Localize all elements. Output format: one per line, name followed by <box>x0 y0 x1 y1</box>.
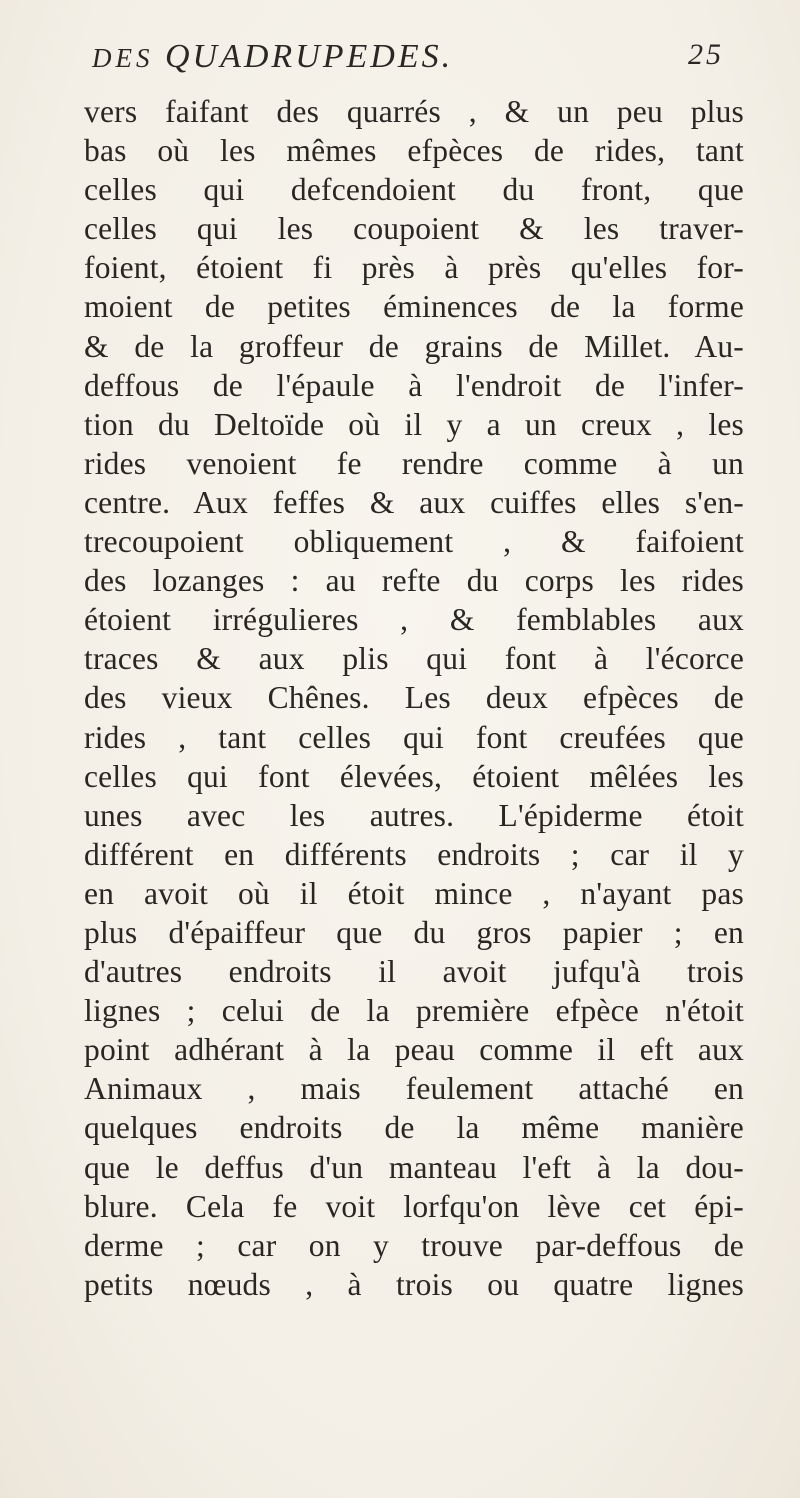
text-line: vers faifant des quarrés , & un peu plus <box>84 94 744 129</box>
text-line: unes avec les autres. L'épiderme étoit <box>84 797 744 833</box>
text-line: derme ; car on y trouve par-deffous de <box>84 1227 744 1263</box>
text-line: quelques endroits de la même manière <box>84 1110 744 1146</box>
running-head-title <box>92 38 453 76</box>
text-line: rides , tant celles qui font creufées que <box>84 719 744 755</box>
text-line: des vieux Chênes. Les deux efpèces de <box>84 680 744 716</box>
text-line: point adhérant à la peau comme il eft aux <box>84 1032 744 1068</box>
text-line: celles qui defcendoient du front, que <box>84 172 744 208</box>
page-number: 25 <box>688 38 724 71</box>
text-line: celles qui les coupoient & les traver- <box>84 211 744 247</box>
text-line: bas où les mêmes efpèces de rides, tant <box>84 133 744 169</box>
text-line: en avoit où il étoit mince , n'ayant pas <box>84 875 744 911</box>
text-line: deffous de l'épaule à l'endroit de l'infer- <box>84 367 744 403</box>
running-head-main: QUADRUPEDES. <box>165 38 454 75</box>
text-line: étoient irrégulieres , & femblables aux <box>84 602 744 638</box>
text-line: différent en différents endroits ; car il y <box>84 836 744 872</box>
text-line: tion du Deltoïde où il y a un creux , les <box>84 406 744 442</box>
text-line: centre. Aux feffes & aux cuiffes elles s'en- <box>84 484 744 520</box>
text-line: & de la groffeur de grains de Millet. Au- <box>84 328 744 364</box>
text-line: blure. Cela fe voit lorfqu'on lève cet épi- <box>84 1188 744 1224</box>
text-line: rides venoient fe rendre comme à un <box>84 445 744 481</box>
text-line: plus d'épaiffeur que du gros papier ; en <box>84 914 744 950</box>
text-line: petits nœuds , à trois ou quatre lignes <box>84 1266 744 1302</box>
text-line: traces & aux plis qui font à l'écorce <box>84 641 744 677</box>
body-text <box>84 92 744 1304</box>
text-line: foient, étoient fi près à près qu'elles for- <box>84 250 744 286</box>
text-line: des lozanges : au refte du corps les rides <box>84 563 744 599</box>
text-line: trecoupoient obliquement , & faifoient <box>84 524 744 560</box>
text-line: Animaux , mais feulement attaché en <box>84 1071 744 1107</box>
text-line: celles qui font élevées, étoient mêlées les <box>84 758 744 794</box>
running-head-prefix: DES <box>92 43 154 73</box>
text-line: d'autres endroits il avoit jufqu'à trois <box>84 954 744 990</box>
text-line: que le deffus d'un manteau l'eft à la dou- <box>84 1149 744 1185</box>
text-line: moient de petites éminences de la forme <box>84 289 744 325</box>
running-head <box>92 38 732 88</box>
text-line: lignes ; celui de la première efpèce n'étoit <box>84 993 744 1029</box>
